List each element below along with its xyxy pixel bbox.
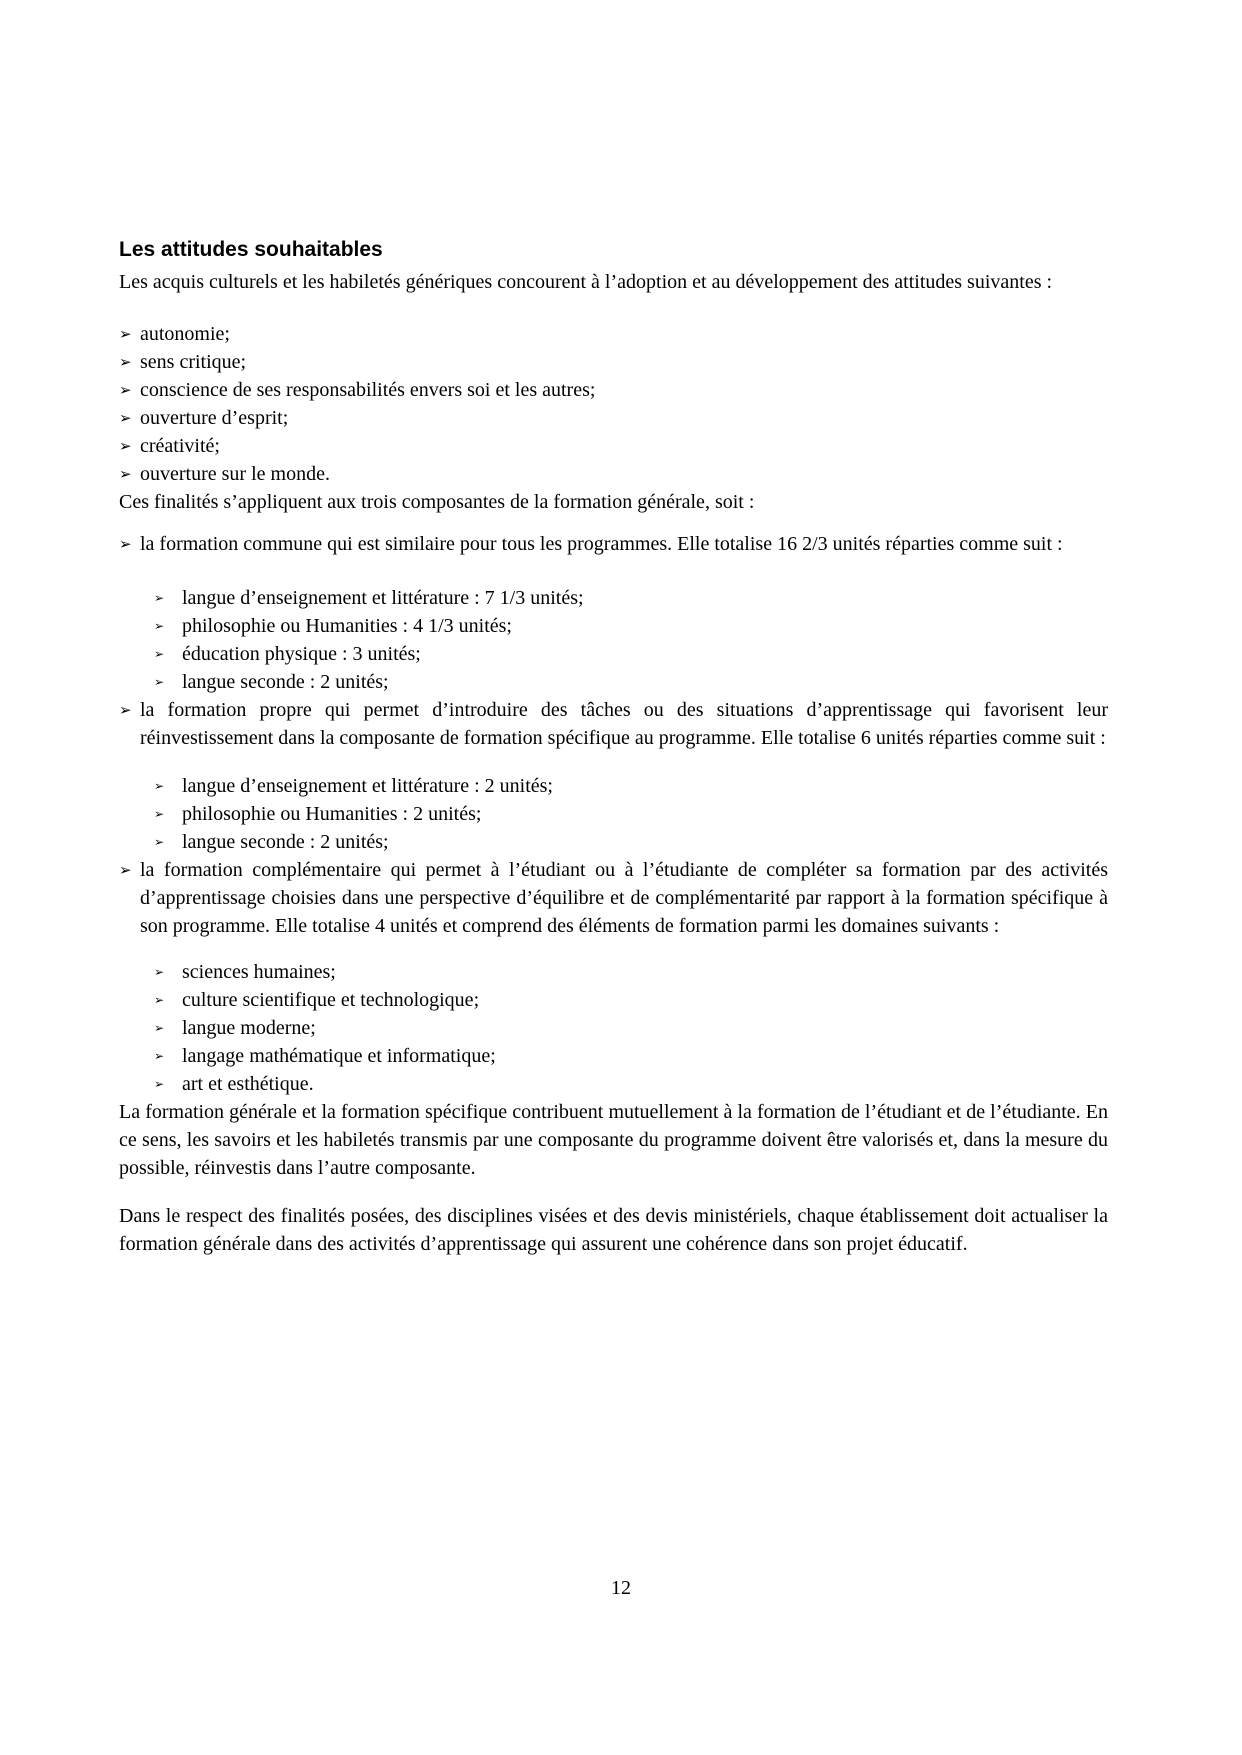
arrow-bullet-icon: ➢ bbox=[119, 701, 132, 719]
list-item-text: conscience de ses responsabilités envers soi et les autres; bbox=[140, 379, 596, 401]
closing-paragraph: Dans le respect des finalités posées, des disciplines visées et des devis ministériels, chaque établissement doit actualiser la formation générale dans des activités d’apprentissage qui assurent une cohérence dans son projet éducatif. bbox=[119, 1205, 1108, 1255]
sub-item-text: éducation physique : 3 unités; bbox=[182, 643, 421, 665]
sub-list-item bbox=[154, 640, 1108, 668]
section-heading: Les attitudes souhaitables bbox=[119, 238, 383, 261]
sub-list-item bbox=[154, 772, 1108, 800]
arrow-bullet-icon: ➢ bbox=[154, 965, 165, 979]
composante-item bbox=[119, 530, 1108, 558]
arrow-bullet-icon: ➢ bbox=[119, 409, 132, 427]
sub-list-item bbox=[154, 612, 1108, 640]
arrow-bullet-icon: ➢ bbox=[154, 619, 165, 633]
sub-list-item bbox=[154, 986, 1108, 1014]
sub-item-text: philosophie ou Humanities : 4 1/3 unités; bbox=[182, 615, 512, 637]
list-item-text: ouverture sur le monde. bbox=[140, 463, 330, 485]
arrow-bullet-icon: ➢ bbox=[119, 465, 132, 483]
list-item-text: sens critique; bbox=[140, 351, 247, 373]
list-item bbox=[119, 376, 1108, 404]
arrow-bullet-icon: ➢ bbox=[119, 437, 132, 455]
sub-item-text: langue moderne; bbox=[182, 1017, 316, 1039]
sub-list-item bbox=[154, 1014, 1108, 1042]
list-item bbox=[119, 404, 1108, 432]
arrow-bullet-icon: ➢ bbox=[119, 535, 132, 553]
sub-item-text: langue d’enseignement et littérature : 2 unités; bbox=[182, 775, 553, 797]
arrow-bullet-icon: ➢ bbox=[119, 861, 132, 879]
composante-item bbox=[119, 696, 1108, 752]
list-item bbox=[119, 320, 1108, 348]
list-item bbox=[119, 460, 1108, 488]
arrow-bullet-icon: ➢ bbox=[154, 1021, 165, 1035]
composante-sublist bbox=[154, 584, 1108, 696]
sub-item-text: sciences humaines; bbox=[182, 961, 336, 983]
arrow-bullet-icon: ➢ bbox=[154, 807, 165, 821]
sub-list-item bbox=[154, 800, 1108, 828]
composante-text: la formation commune qui est similaire pour tous les programmes. Elle totalise 16 2/3 unités réparties comme suit : bbox=[140, 533, 1063, 555]
sub-list-item bbox=[154, 828, 1108, 856]
arrow-bullet-icon: ➢ bbox=[154, 1077, 165, 1091]
arrow-bullet-icon: ➢ bbox=[154, 835, 165, 849]
sub-item-text: philosophie ou Humanities : 2 unités; bbox=[182, 803, 482, 825]
list-item bbox=[119, 432, 1108, 460]
arrow-bullet-icon: ➢ bbox=[119, 381, 132, 399]
arrow-bullet-icon: ➢ bbox=[154, 675, 165, 689]
sub-item-text: art et esthétique. bbox=[182, 1073, 314, 1095]
sub-list-item bbox=[154, 584, 1108, 612]
intro-paragraph: Les acquis culturels et les habiletés génériques concourent à l’adoption et au développement des attitudes suivantes : bbox=[119, 271, 1053, 293]
composante-item bbox=[119, 856, 1108, 940]
arrow-bullet-icon: ➢ bbox=[154, 779, 165, 793]
arrow-bullet-icon: ➢ bbox=[154, 993, 165, 1007]
attitudes-list bbox=[119, 320, 1108, 488]
list-item bbox=[119, 348, 1108, 376]
page-number: 12 bbox=[611, 1577, 631, 1599]
sub-item-text: culture scientifique et technologique; bbox=[182, 989, 480, 1011]
sub-list-item bbox=[154, 668, 1108, 696]
composante-text: la formation complémentaire qui permet à l’étudiant ou à l’étudiante de compléter sa formation par des activités d’apprentissage choisies dans une perspective d’équilibre et de complémentarité par rapport à la formation spécifique à son programme. Elle totalise 4 unités et comprend des éléments de formation parmi les domaines suivants : bbox=[140, 859, 1108, 937]
composante-sublist bbox=[154, 772, 1108, 856]
sub-list-item bbox=[154, 1070, 1108, 1098]
sub-list-item bbox=[154, 958, 1108, 986]
closing-paragraph: La formation générale et la formation spécifique contribuent mutuellement à la formation de l’étudiant et de l’étudiante. En ce sens, les savoirs et les habiletés transmis par une composante du programme doivent être valorisés et, dans la mesure du possible, réinvestis dans l’autre composante. bbox=[119, 1101, 1108, 1179]
list-item-text: autonomie; bbox=[140, 323, 230, 345]
sub-item-text: langage mathématique et informatique; bbox=[182, 1045, 496, 1067]
sub-item-text: langue seconde : 2 unités; bbox=[182, 831, 389, 853]
arrow-bullet-icon: ➢ bbox=[154, 647, 165, 661]
arrow-bullet-icon: ➢ bbox=[154, 591, 165, 605]
arrow-bullet-icon: ➢ bbox=[154, 1049, 165, 1063]
composante-text: la formation propre qui permet d’introduire des tâches ou des situations d’apprentissage qui favorisent leur réinvestissement dans la composante de formation spécifique au programme. Elle totalise 6 unités réparties comme suit : bbox=[140, 699, 1108, 749]
composante-sublist bbox=[154, 958, 1108, 1098]
finalites-paragraph: Ces finalités s’appliquent aux trois composantes de la formation générale, soit : bbox=[119, 491, 755, 513]
list-item-text: ouverture d’esprit; bbox=[140, 407, 289, 429]
sub-item-text: langue seconde : 2 unités; bbox=[182, 671, 389, 693]
arrow-bullet-icon: ➢ bbox=[119, 353, 132, 371]
arrow-bullet-icon: ➢ bbox=[119, 325, 132, 343]
list-item-text: créativité; bbox=[140, 435, 220, 457]
sub-item-text: langue d’enseignement et littérature : 7 1/3 unités; bbox=[182, 587, 584, 609]
sub-list-item bbox=[154, 1042, 1108, 1070]
